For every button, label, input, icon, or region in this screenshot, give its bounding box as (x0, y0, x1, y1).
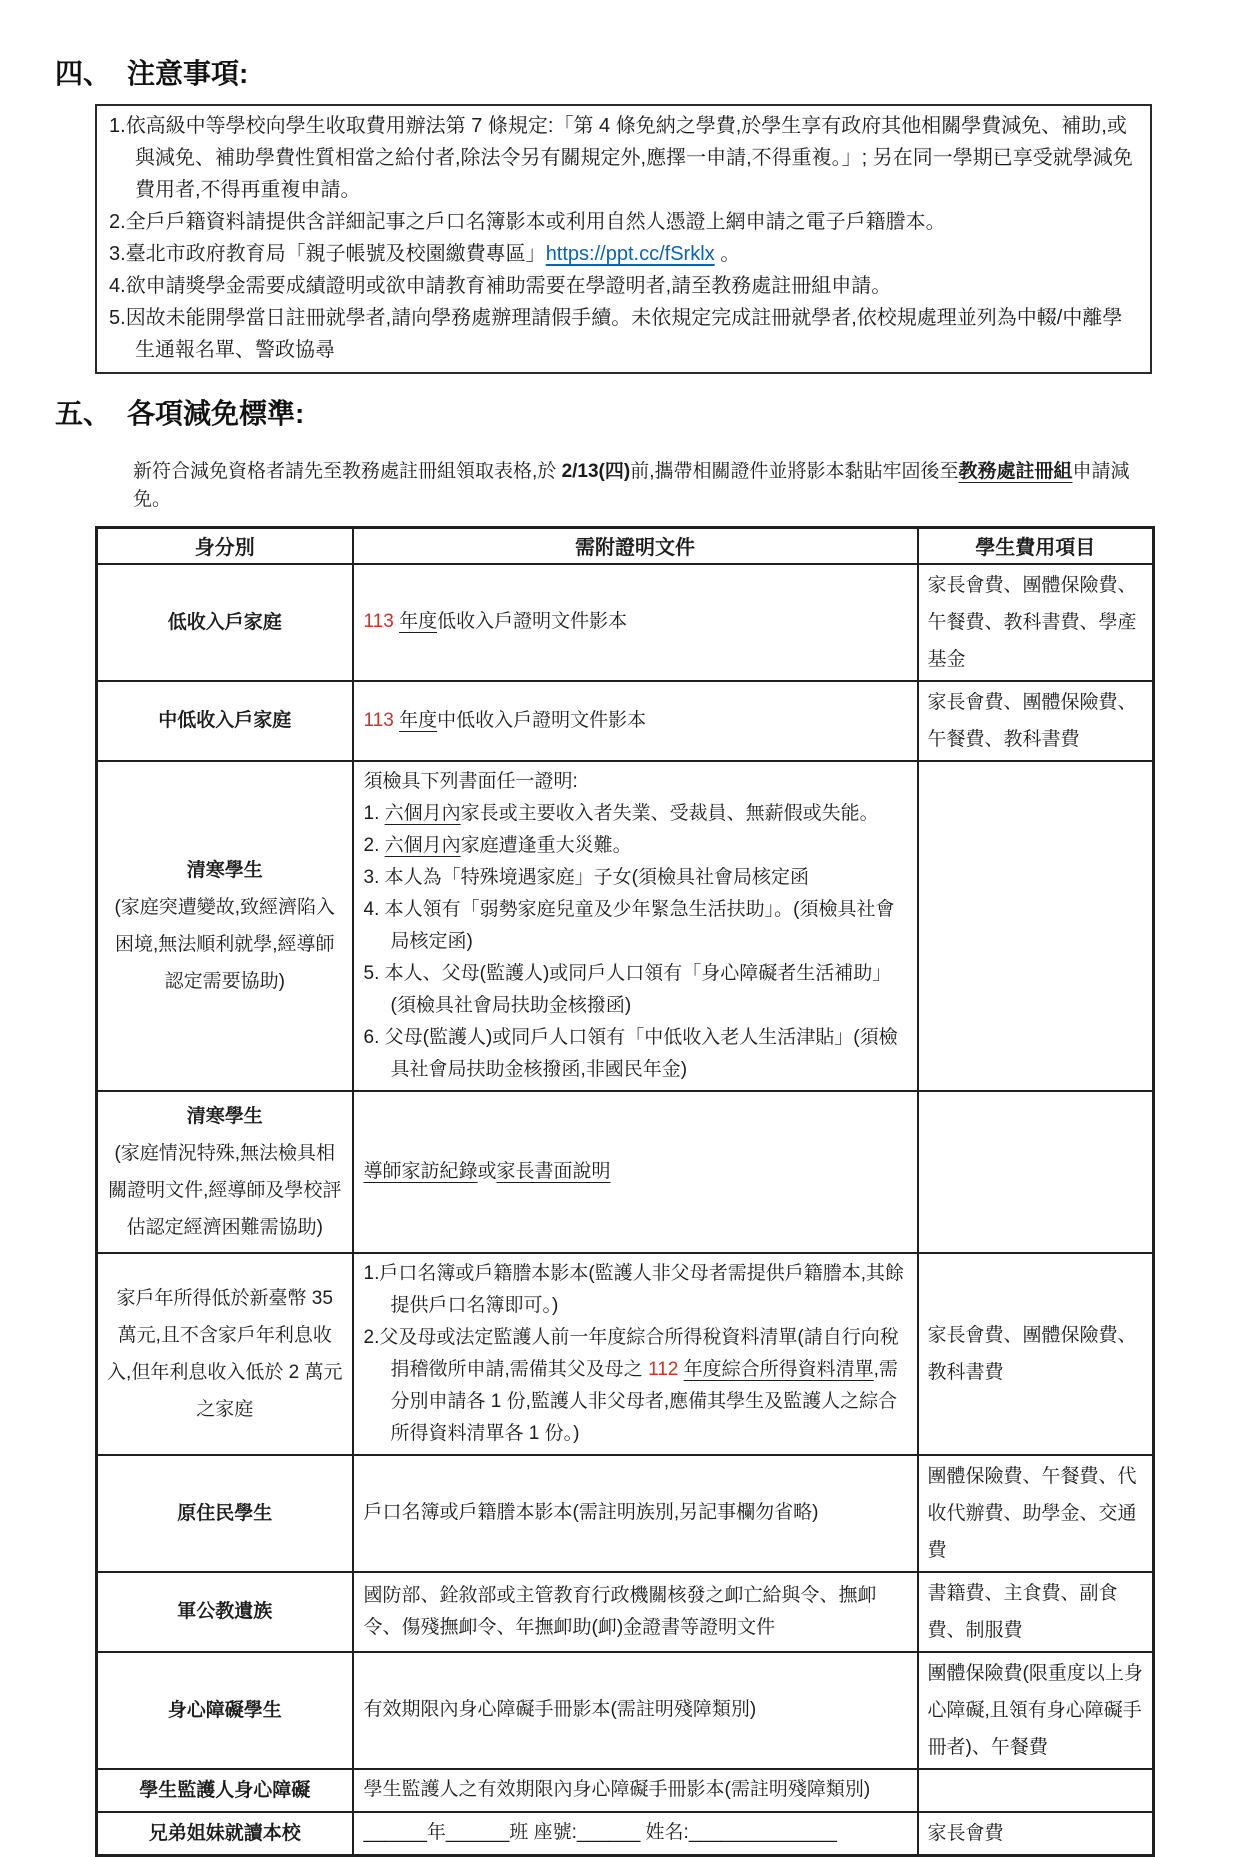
text-run: 臺北市政府教育局「親子帳號及校園繳費專區」 (125, 243, 546, 265)
list-marker: 4. (363, 898, 385, 920)
document-paragraph (364, 606, 909, 638)
reduction-table (95, 526, 1155, 1857)
text-run: 團體保險費、午餐費、代收代辦費、助學金、交通費 (927, 1465, 1137, 1561)
table-row (97, 1572, 1154, 1652)
notice-item (109, 270, 1142, 302)
section4-number: 四、 (55, 58, 112, 89)
table-row (97, 1812, 1154, 1856)
document-paragraph (364, 766, 909, 798)
text-run: 或 (477, 1160, 497, 1182)
table-row (97, 1455, 1154, 1572)
document-list-item (364, 862, 909, 894)
identity-cell (97, 1091, 353, 1253)
text-run: 清寒學生 (186, 1105, 263, 1127)
text-run: ______年______班 座號:______ 姓名:______________ (363, 1822, 837, 1843)
text-run: 父及母或法定監護人前一年度綜合所得稅資料清單(請自行向稅捐稽徵所申請,需備其父及母之 (379, 1326, 899, 1380)
text-run: 父母(監護人)或同戶人口領有「中低收入老人生活津貼」(須檢具社會局扶助金核撥函,非國民年金) (384, 1026, 898, 1080)
text-run: 欲申請獎學金需要成績證明或欲申請教育補助需要在學證明者,請至教務處註冊組申請。 (125, 275, 892, 297)
text-run: 六個月內 (384, 802, 461, 824)
col-header-identity: 身分別 (97, 528, 353, 564)
identity-line (106, 1692, 344, 1729)
text-run: 113 (363, 709, 394, 731)
identity-line (106, 852, 344, 889)
identity-line (106, 1280, 344, 1428)
text-run: 導師家訪紀錄 (363, 1160, 478, 1182)
identity-cell (97, 1572, 353, 1652)
documents-cell (353, 1455, 918, 1572)
text-run: 清寒學生 (186, 859, 263, 881)
document-paragraph (364, 1774, 909, 1806)
fees-cell (918, 1253, 1154, 1455)
list-marker: 3. (109, 243, 126, 265)
documents-cell (353, 1253, 918, 1455)
text-run: 團體保險費(限重度以上身心障礙,且領有身心障礙手冊者)、午餐費 (927, 1662, 1143, 1758)
fees-cell (918, 1572, 1154, 1652)
identity-line (106, 604, 344, 641)
identity-line (106, 1135, 344, 1246)
text-run: 學生監護人身心障礙 (139, 1779, 311, 1801)
documents-cell (353, 564, 918, 681)
identity-cell (97, 761, 353, 1091)
section4-title: 注意事項: (127, 58, 249, 89)
text-run: 本人為「特殊境遇家庭」子女(須檢具社會局核定函 (384, 866, 809, 888)
text-run: 家長會費、團體保險費、教科書費 (927, 1324, 1137, 1383)
text-run: 113 (363, 611, 394, 632)
list-marker: 6. (363, 1026, 385, 1048)
text-run: 申請減免。 (133, 461, 1130, 510)
identity-cell (97, 564, 353, 681)
document-list-item (364, 830, 909, 862)
table-row (97, 1253, 1154, 1455)
table-row (97, 1652, 1154, 1769)
text-run: (家庭突遭變故,致經濟陷入困境,無法順利就學,經導師認定需要協助) (114, 896, 336, 992)
text-run: 教務處註冊組 (958, 461, 1073, 482)
header-row (97, 528, 1154, 564)
identity-line (106, 1593, 344, 1630)
table-row (97, 761, 1154, 1091)
reduction-table-body (97, 564, 1154, 1856)
document-list-item (364, 1258, 909, 1322)
list-marker: 2. (109, 211, 126, 233)
list-marker: 1. (109, 115, 126, 137)
table-row (97, 1091, 1154, 1253)
col-header-documents: 需附證明文件 (353, 528, 918, 564)
text-run: 原住民學生 (177, 1502, 273, 1524)
text-run: 六個月內 (384, 834, 461, 856)
text-run: 國防部、銓敘部或主管教育行政機關核發之卹亡給與令、撫卹令、傷殘撫卹令、年撫卹助(卹)金證書等證明文件 (363, 1584, 877, 1638)
text-run: 2/13(四) (561, 461, 631, 482)
document-paragraph (364, 1817, 909, 1849)
document-list-item (364, 958, 909, 1022)
text-run: 本人、父母(監護人)或同戶人口領有「身心障礙者生活補助」(須檢具社會局扶助金核撥函) (384, 962, 892, 1016)
identity-line (106, 889, 344, 1000)
section5-heading (55, 392, 1241, 432)
text-run: 全戶戶籍資料請提供含詳細記事之戶口名簿影本或利用自然人憑證上網申請之電子戶籍謄本。 (125, 211, 946, 233)
notice-list (109, 110, 1142, 366)
document-paragraph (364, 1580, 909, 1644)
text-run: 戶口名簿或戶籍謄本影本(需註明族別,另記事欄勿省略) (363, 1502, 819, 1523)
text-run: 家長會費 (927, 1822, 1004, 1844)
text-run: (家庭情況特殊,無法檢具相關證明文件,經導師及學校評估認定經濟困難需協助) (108, 1142, 342, 1238)
text-run: 因故未能開學當日註冊就學者,請向學務處辦理請假手續。未依規定完成註冊就學者,依校規處理並列為中輟/中離學生通報名單、警政協尋 (125, 307, 1123, 361)
document-list-item (364, 894, 909, 958)
documents-cell (353, 1769, 918, 1812)
table-row (97, 1769, 1154, 1812)
text-run: 新符合減免資格者請先至教務處註冊組領取表格,於 (133, 461, 562, 482)
notice-item (109, 206, 1142, 238)
text-run: 低收入戶家庭 (167, 611, 282, 633)
table-row (97, 564, 1154, 681)
fees-cell (918, 1812, 1154, 1856)
identity-cell (97, 1769, 353, 1812)
documents-cell (353, 761, 918, 1091)
documents-cell (353, 1572, 918, 1652)
identity-line (106, 1772, 344, 1809)
section5-number: 五、 (55, 398, 112, 429)
text-run: 有效期限內身心障礙手冊影本(需註明殘障類別) (363, 1699, 757, 1720)
text-run: 年度綜合所得資料清單 (683, 1358, 874, 1380)
text-run: 中低收入戶家庭 (158, 710, 292, 731)
text-run: 家庭遭逢重大災難。 (460, 834, 632, 856)
list-marker: 3. (363, 866, 385, 888)
text-run: 戶口名簿或戶籍謄本影本(監護人非父母者需提供戶籍謄本,其餘提供戶口名簿即可。) (379, 1262, 904, 1316)
identity-cell (97, 1455, 353, 1572)
text-run: 家長會費、團體保險費、午餐費、教科書費、學產基金 (927, 574, 1137, 670)
identity-cell (97, 1652, 353, 1769)
notice-item (109, 238, 1142, 270)
list-marker: 1. (363, 802, 385, 824)
table-row (97, 681, 1154, 761)
list-marker: 4. (109, 275, 126, 297)
text-run: 年度 (399, 611, 438, 632)
identity-cell (97, 1253, 353, 1455)
reduction-table-head (97, 528, 1154, 564)
notice-box (95, 104, 1152, 374)
fees-cell (918, 1769, 1154, 1812)
list-marker: 5. (109, 307, 126, 329)
fees-cell (918, 681, 1154, 761)
fees-cell (918, 1652, 1154, 1769)
hyperlink[interactable]: https://ppt.cc/fSrklx (545, 243, 715, 265)
section5-title: 各項減免標準: (127, 398, 305, 429)
document-list-item (364, 798, 909, 830)
document-list-item (364, 1322, 909, 1450)
list-marker: 5. (363, 962, 385, 984)
list-marker: 1. (363, 1262, 380, 1284)
list-marker: 2. (363, 834, 385, 856)
text-run: 家長會費、團體保險費、午餐費、教科書費 (927, 691, 1137, 750)
text-run: 前,攜帶相關證件並將影本黏貼牢固後至 (630, 461, 959, 482)
text-run: 年度 (399, 709, 438, 731)
text-run: 中低收入戶證明文件影本 (437, 709, 647, 731)
text-run: 112 (648, 1358, 679, 1380)
identity-line (106, 1815, 344, 1852)
notice-item (109, 302, 1142, 366)
identity-line (106, 702, 344, 739)
text-run: 依高級中等學校向學生收取費用辦法第 7 條規定:「第 4 條免納之學費,於學生享有政府其他相關學費減免、補助,或與減免、補助學費性質相當之給付者,除法令另有關規定外,應擇一申請,不得重複。」; 另在同一學期已享受就學減免費用者,不得再重複申請。 (125, 115, 1133, 201)
text-run: 家長或主要收入者失業、受裁員、無薪假或失能。 (460, 802, 879, 824)
document-paragraph (364, 705, 909, 737)
document-paragraph (364, 1497, 909, 1529)
documents-cell (353, 681, 918, 761)
list-marker: 2. (363, 1326, 380, 1348)
section4-heading (55, 52, 1241, 92)
section5-intro (133, 458, 1153, 514)
text-run: ,需分別申請各 1 份,監護人非父母者,應備其學生及監護人之綜合所得資料清單各 1 份。) (390, 1358, 898, 1444)
document-list-item (364, 1022, 909, 1086)
text-run: 身心障礙學生 (167, 1699, 282, 1721)
text-run: 家長書面說明 (496, 1160, 611, 1182)
text-run: 家戶年所得低於新臺幣 35 萬元,且不含家戶年利息收入,但年利息收入低於 2 萬元之家庭 (107, 1287, 343, 1420)
identity-cell (97, 681, 353, 761)
text-run: 低收入戶證明文件影本 (437, 611, 628, 632)
text-run: 學生監護人之有效期限內身心障礙手冊影本(需註明殘障類別) (363, 1779, 871, 1800)
text-run: 書籍費、主食費、副食費、制服費 (927, 1582, 1118, 1641)
text-run: 軍公教遺族 (177, 1601, 273, 1622)
text-run: 。 (714, 243, 741, 265)
text-run: 兄弟姐妹就讀本校 (148, 1822, 301, 1844)
identity-line (106, 1495, 344, 1532)
fees-cell (918, 761, 1154, 1091)
document-paragraph (364, 1156, 909, 1188)
identity-line (106, 1098, 344, 1135)
text-run: 須檢具下列書面任一證明: (363, 770, 578, 792)
fees-cell (918, 564, 1154, 681)
identity-cell (97, 1812, 353, 1856)
fees-cell (918, 1091, 1154, 1253)
documents-cell (353, 1652, 918, 1769)
text-run: 本人領有「弱勢家庭兒童及少年緊急生活扶助」。(須檢具社會局核定函) (384, 898, 895, 952)
fees-cell (918, 1455, 1154, 1572)
notice-item (109, 110, 1142, 206)
documents-cell (353, 1091, 918, 1253)
col-header-fees: 學生費用項目 (918, 528, 1154, 564)
documents-cell (353, 1812, 918, 1856)
document-paragraph (364, 1694, 909, 1726)
